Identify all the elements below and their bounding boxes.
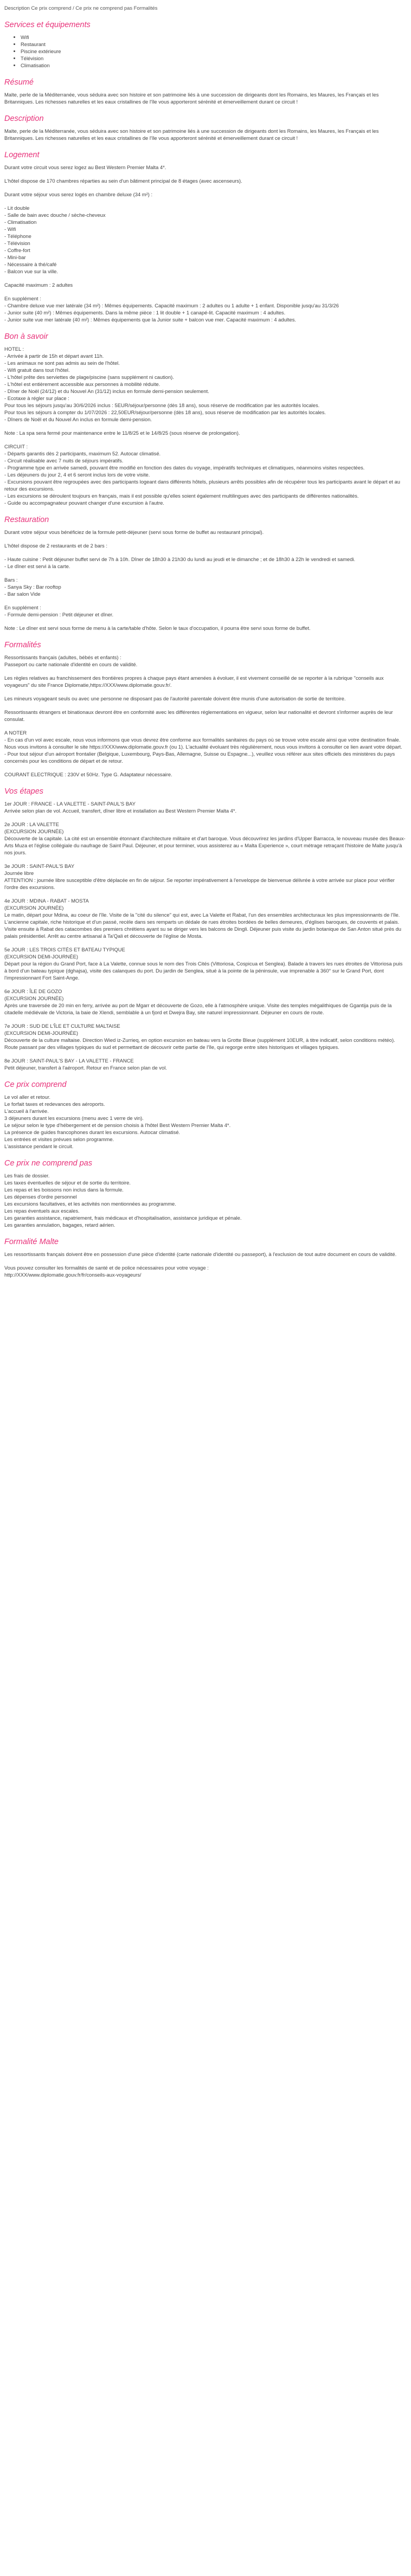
ce-prix-ne-comprend-pas-body	[4, 1172, 407, 1228]
restauration-body	[4, 529, 407, 632]
paragraph: Bars : - Sanya Sky : Bar rooftop - Bar salon Vide	[4, 577, 61, 597]
paragraph: Les mineurs voyageant seuls ou avec une personne ne disposant pas de l'autorité parentale doivent être munis d'une autorisation de sortie de territoire.	[4, 695, 346, 701]
paragraph: Durant votre circuit vous serez logez au Best Western Premier Malta 4*.	[4, 164, 166, 170]
section-title-description: Description	[4, 114, 44, 123]
section-bon-a-savoir	[4, 332, 407, 506]
paragraph: Les règles relatives au franchissement des frontières propres à chaque pays étant amenées à évoluer, il est vivement conseillé de se reporter à la rubrique "conseils aux voyageurs" du site France Diplomatie,https://XXX/www.diplomatie.gouv.fr/.	[4, 675, 386, 688]
section-title-ce-prix-comprend: Ce prix comprend	[4, 1080, 67, 1089]
service-item: • Wifi	[21, 34, 407, 41]
vos-etapes-body	[4, 800, 407, 1071]
section-ce-prix-ne-comprend-pas	[4, 1158, 407, 1228]
resume-text: Malte, perle de la Méditerranée, vous séduira avec son histoire et son patrimoine liés à une succession de dirigeants dont les Romains, les Maures, les Français et les Britanniques. Les richesses naturelles et les eaux cristallines de l'île vous apporteront sérénité et émerveillement durant ce circuit !	[4, 92, 381, 105]
paragraph: Durant votre séjour vous serez logés en chambre deluxe (34 m²) :	[4, 191, 153, 197]
section-title-resume: Résumé	[4, 78, 34, 87]
paragraph: Durant votre séjour vous bénéficiez de la formule petit-déjeuner (servi sous forme de buffet au restaurant principal).	[4, 529, 264, 535]
paragraph: L'hôtel dispose de 2 restaurants et de 2 bars :	[4, 543, 107, 549]
section-resume	[4, 78, 407, 105]
section-vos-etapes	[4, 787, 407, 1071]
paragraph: Note : La spa sera fermé pour maintenance entre le 11/8/25 et le 14/8/25 (sous réserve de prolongation).	[4, 430, 240, 436]
service-item: • Restaurant	[21, 41, 407, 48]
section-ce-prix-comprend	[4, 1080, 407, 1150]
section-title-logement: Logement	[4, 151, 40, 159]
description-text: Malte, perle de la Méditerranée, vous séduira avec son histoire et son patrimoine liés à une succession de dirigeants dont les Romains, les Maures, les Français et les Britanniques. Les richesses naturelles et les eaux cristallines de l'île vous apporteront sérénité et émerveillement durant ce circuit !	[4, 128, 381, 141]
breadcrumb[interactable]: Description Ce prix comprend / Ce prix ne comprend pas Formalités	[4, 5, 158, 11]
section-title-vos-etapes: Vos étapes	[4, 787, 44, 796]
paragraph: En supplément : - Formule demi-pension : Petit déjeuner et dîner.	[4, 604, 114, 617]
bon-a-savoir-body	[4, 345, 407, 506]
section-logement	[4, 150, 407, 323]
paragraph: HOTEL : - Arrivée à partir de 15h et départ avant 11h. - Les animaux ne sont pas admis au sein de l'hôtel. - Wifi gratuit dans tout l'hôtel. - L'hôtel prête des serviettes de plage/piscine (sans supplément ni caution). - L'hôtel est entièrement accessible aux personnes à mobilité réduite. - Dîner de Noël (24/12) et du Nouvel An (31/12) inclus en formule demi-pension seulement. - Ecotaxe à régler sur place : Pour tous les séjours jusqu'au 30/6/2026 inclus : 5EUR/séjour/personne (dès 18 ans), sous réserve de modification par les autorités locales. Pour tous les séjours à compter du 1/07/2026 : 22,50EUR/séjour/personne (dès 18 ans), sous réserve de modification par les autorités locales. - Dîners de Noël et du Nouvel An inclus en formule demi-pension.	[4, 346, 326, 422]
section-title-ce-prix-ne-comprend-pas: Ce prix ne comprend pas	[4, 1159, 92, 1168]
logement-body	[4, 164, 407, 323]
section-description	[4, 114, 407, 141]
section-formalite-malte	[4, 1237, 407, 1278]
paragraph: 2e JOUR : LA VALETTE (EXCURSION JOURNÉE) Découverte de la capitale. La cité est un ensemble étonnant d'architecture militaire et d'art baroque. Vous découvrirez les jardins d'Upper Barracca, le nouveau musée des Beaux-Arts Muza et l'église collégiale du naufrage de Saint Paul. Déjeuner, et pour terminer, vous assisterez au « Malta Experience », court métrage retraçant l'histoire de Malte jusqu'à nos jours.	[4, 821, 406, 855]
paragraph: 8e JOUR : SAINT-PAUL'S BAY - LA VALETTE - FRANCE Petit déjeuner, transfert à l'aéroport. Retour en France selon plan de vol.	[4, 1058, 167, 1071]
paragraph: L'hôtel dispose de 170 chambres réparties au sein d'un bâtiment principal de 8 étages (avec ascenseurs).	[4, 178, 242, 184]
paragraph: Les frais de dossier. Les taxes éventuelles de séjour et de sortie du territoire. Les repas et les boissons non inclus dans la formule. Les dépenses d'ordre personnel Les excursions facultatives, et les activités non mentionnées au programme. Les repas éventuels aux escales. Les garanties assistance, rapatriement, frais médicaux et d'hospitalisation, assistance juridique et pénale. Les garanties annulation, bagages, retard aérien.	[4, 1173, 242, 1228]
paragraph: 6e JOUR : ÎLE DE GOZO (EXCURSION JOURNÉE) Après une traversée de 20 min en ferry, arrivée au port de Mgarr et découverte de Gozo, elle à l'atmosphère unique. Visite des temples mégalithiques de Ggantija puis de la citadelle médiévale de Victoria, la baie de Xlendi, semblable à un fjord et Dwejra Bay, site naturel impressionnant. Déjeuner en cours de route.	[4, 988, 392, 1015]
section-restauration	[4, 515, 407, 632]
paragraph: Les ressortissants français doivent être en possession d'une pièce d'identité (carte nationale d'identité ou passeport), à l'exclusion de tout autre document en cours de validité.	[4, 1251, 397, 1257]
paragraph: 7e JOUR : SUD DE L'ÎLE ET CULTURE MALTAISE (EXCURSION DEMI-JOURNÉE) Découverte de la culture maltaise. Direction Wied iz-Zurrieq, en option excursion en bateau vers la Grotte Bleue (supplément 10EUR, à titre indicatif, selon conditions météo). Route passant par des villages typiques du sud et permettant de découvrir cette partie de l'île, qui regorge entre sites historiques et villages typiques.	[4, 1023, 395, 1050]
section-title-bon-a-savoir: Bon à savoir	[4, 332, 48, 341]
formalite-malte-body	[4, 1251, 407, 1278]
paragraph: En supplément : - Chambre deluxe vue mer latérale (34 m²) : Mêmes équipements. Capacité maximum : 2 adultes ou 1 adulte + 1 enfant. Disponible jusqu'au 31/3/26 - Junior suite (40 m²) : Mêmes équipements. Dans la même pièce : 1 lit double + 1 canapé-lit. Capacité maximum : 4 adultes. - Junior suite vue mer latérale (40 m²) : Mêmes équipements que la Junior suite + balcon vue mer. Capacité maximum : 4 adultes.	[4, 295, 339, 323]
service-item: • Climatisation	[21, 62, 407, 69]
paragraph: CIRCUIT : - Départs garantis dès 2 participants, maximum 52. Autocar climatisé. - Circuit réalisable avec 7 nuits de séjours impératifs. - Programme type en arrivée samedi, pouvant être modifié en fonction des dates du voyage, impératifs techniques et climatiques, néanmoins visites respectées. - Les déjeuners du jour 2, 4 et 6 seront inclus lors de votre visite. - Excursions pouvant être regroupées avec des participants logeant dans différents hôtels, plusieurs arrêts possibles afin de récupérer tous les participants avant le départ et au retour des excursions. - Les excursions se déroulent toujours en français, mais il est possible qu'elles soient également multilingues avec des participants de différentes nationalités. - Guide ou accompagnateur pouvant changer d'une excursion à l'autre.	[4, 443, 400, 506]
formalites-body	[4, 654, 407, 778]
section-title-formalites: Formalités	[4, 641, 41, 649]
paragraph: COURANT ELECTRIQUE : 230V et 50Hz. Type G. Adaptateur nécessaire.	[4, 771, 172, 777]
section-title-formalite-malte: Formalité Malte	[4, 1238, 59, 1246]
paragraph: 3e JOUR : SAINT-PAUL'S BAY Journée libre ATTENTION : journée libre susceptible d'être déplacée en fin de séjour. Se reporter impérativement à l'enveloppe de bienvenue délivrée à votre arrivée sur place pour vérifier l'ordre des excursions.	[4, 863, 395, 890]
section-title-services: Services et équipements	[4, 21, 91, 29]
paragraph: Ressortissants étrangers et binationaux devront être en conformité avec les différentes réglementations en vigueur, selon leur nationalité et devront s'informer auprès de leur consulat.	[4, 709, 395, 722]
paragraph: Capacité maximum : 2 adultes	[4, 282, 73, 288]
section-services	[4, 20, 407, 69]
section-title-restauration: Restauration	[4, 516, 49, 524]
ce-prix-comprend-body	[4, 1093, 407, 1150]
service-item: • Piscine extérieure	[21, 48, 407, 55]
paragraph: 4e JOUR : MDINA - RABAT - MOSTA (EXCURSION JOURNÉE) Le matin, départ pour Mdina, au coeur de l'île. Visite de la "cité du silence" qui est, avec La Valette et Rabat, l'un des ensembles architecturaux les plus impressionnants de l'île. L'ancienne capitale, riche historique et d'un passé, recèle dans ses remparts un dédale de rues étroites bordées de belles demeures, d'églises baroques, de couvents et palais. Visite ensuite à Rabat des catacombes des premiers chrétiens ayant su se diriger vers les balcons de Dingli. Déjeuner puis visite du jardin botanique de San Anton situé près du palais présidentiel. Arrêt au centre artisanal à Ta'Qali et découverte de l'église de Mosta.	[4, 898, 402, 939]
paragraph: Le vol aller et retour. Le forfait taxes et redevances des aéroports. L'accueil à l'arrivée. 3 déjeuners durant les excursions (menu avec 1 verre de vin). Le séjour selon le type d'hébergement et de pension choisis à l'hôtel Best Western Premier Malta 4*. La présence de guides francophones durant les excursions. Autocar climatisé. Les entrées et visites prévues selon programme. L'assistance pendant le circuit.	[4, 1094, 231, 1149]
service-item: • Télévision	[21, 55, 407, 62]
paragraph: Vous pouvez consulter les formalités de santé et de police nécessaires pour votre voyage : http://XXX/www.diplomatie.gouv.fr/fr/conseils-aux-voyageurs/	[4, 1265, 209, 1278]
paragraph: - Haute cuisine : Petit déjeuner buffet servi de 7h à 10h. Dîner de 18h30 à 21h30 du lundi au jeudi et le dimanche ; et de 18h30 à 22h le vendredi et samedi. - Le dîner est servi à la carte.	[4, 556, 356, 569]
section-formalites	[4, 640, 407, 778]
paragraph: 5e JOUR : LES TROIS CITÉS ET BATEAU TYPIQUE (EXCURSION DEMI-JOURNÉE) Départ pour la région du Grand Port, face à La Valette, connue sous le nom des Trois Cités (Vittoriosa, Cospicua et Senglea). Balade à travers les rues étroites de Vittoriosa puis à bord d'un bateau typique (dghajsa), visite des calanques du port. Du jardin de Senglea, situé à la pointe de la péninsule, vue imprenable à 360° sur le Grand Port, dont l'impressionnant Fort Saint-Ange.	[4, 946, 403, 981]
paragraph: A NOTER - En cas d'un vol avec escale, nous vous informons que vous devrez être conforme aux formalités sanitaires du pays où se trouve votre escale ainsi que votre destination finale. Nous vous invitons à consulter le site https://XXX/www.diplomatie.gouv.fr (ou 1). L'actualité évoluant très régulièrement, nous vous invitons à consulter ce lien avant votre départ. - Pour tout séjour d'un aéroport frontalier (Belgique, Luxembourg, Pays-Bas, Allemagne, Suisse ou Espagne...), veuillez vous référer aux sites officiels des ministères du pays concernés pour les conditions de départ et de retour.	[4, 730, 402, 764]
services-list	[4, 34, 407, 69]
paragraph: 1er JOUR : FRANCE - LA VALETTE - SAINT-PAUL'S BAY Arrivée selon plan de vol. Accueil, transfert, dîner libre et installation au Best Western Premier Malta 4*.	[4, 801, 237, 814]
paragraph: Note : Le dîner est servi sous forme de menu à la carte/table d'hôte. Selon le taux d'occupation, il pourra être servi sous forme de buffet.	[4, 625, 311, 631]
paragraph: - Lit double - Salle de bain avec douche / sèche-cheveux - Climatisation - Wifi - Téléphone - Télévision - Coffre-fort - Mini-bar - Nécessaire à thé/café - Balcon vue sur la ville.	[4, 205, 106, 274]
paragraph: Ressortissants français (adultes, bébés et enfants) : Passeport ou carte nationale d'identité en cours de validité.	[4, 654, 138, 667]
